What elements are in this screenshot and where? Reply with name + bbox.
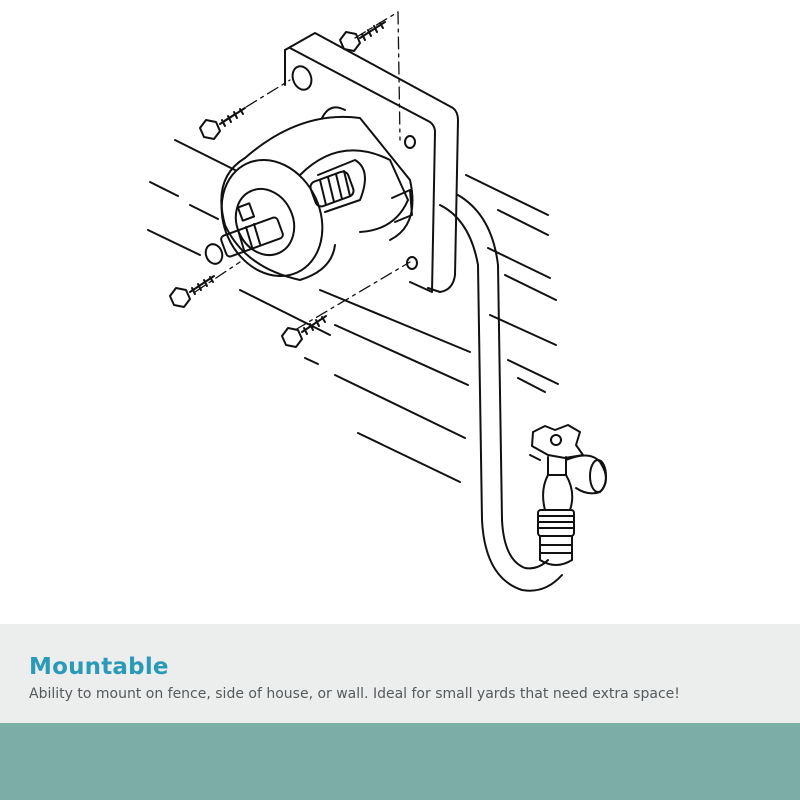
screw-icon bbox=[282, 316, 326, 347]
screw-icon bbox=[340, 22, 385, 51]
caption-title: Mountable bbox=[29, 654, 169, 680]
screw-icon bbox=[200, 108, 245, 139]
spigot-icon bbox=[532, 425, 606, 565]
caption-panel bbox=[0, 624, 800, 723]
caption-description: Ability to mount on fence, side of house, or wall. Ideal for small yards that need extra space! bbox=[29, 686, 680, 702]
hose-connector-icon bbox=[203, 117, 412, 293]
mounting-plate-icon bbox=[285, 33, 458, 292]
footer-band bbox=[0, 723, 800, 800]
screw-icon bbox=[170, 276, 214, 307]
